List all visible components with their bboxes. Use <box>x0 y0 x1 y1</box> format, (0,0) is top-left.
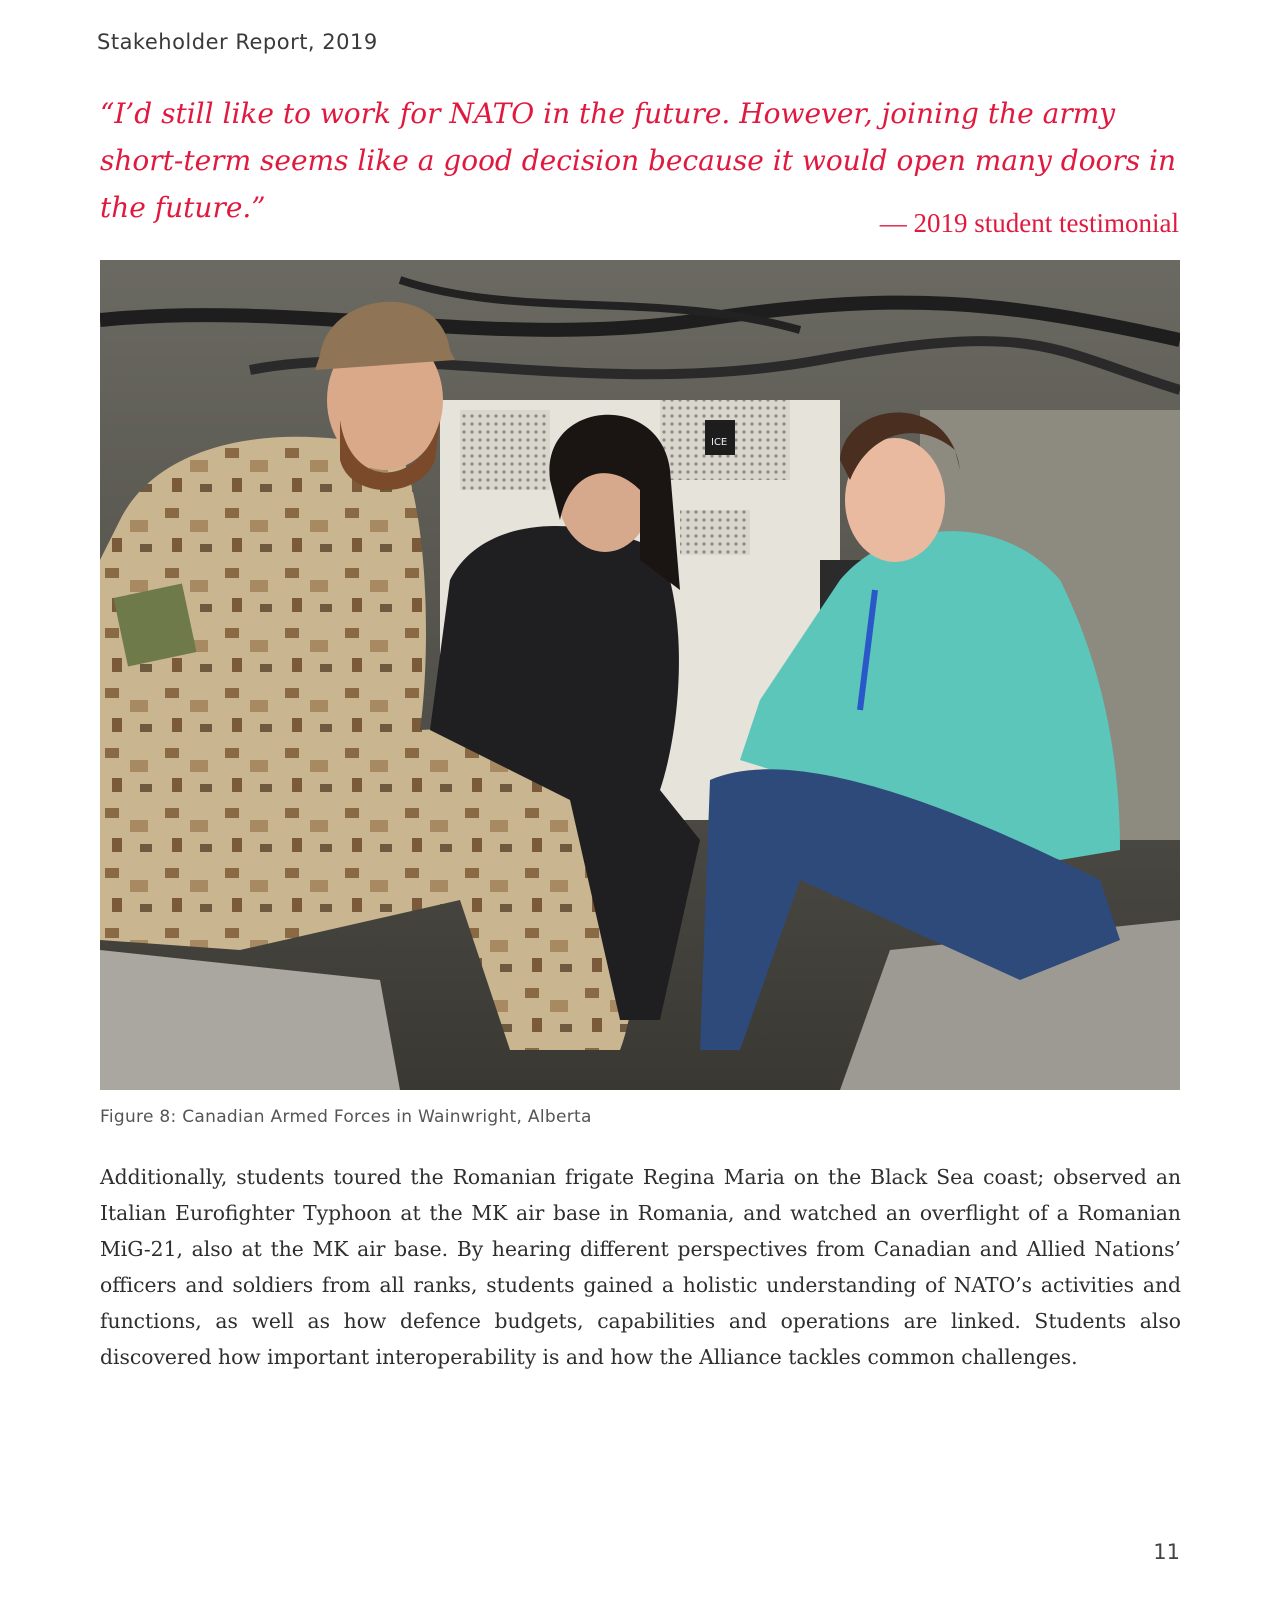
body-paragraph: Additionally, students toured the Romanian frigate Regina Maria on the Black Sea coast; observed an Italian Eurofighter Typhoon at the MK air base in Romania, and watched an overflight of a Romanian MiG-21, also at the MK air base. By hearing different perspectives from Canadian and Allied Nations’ officers and soldiers from all ranks, students gained a holistic understanding of NATO’s activities and functions, as well as how defence budgets, capabilities and operations are linked. Students also discovered how important interoperability is and how the Alliance tackles common challenges. <box>100 1165 1181 1369</box>
figure-photo <box>100 260 1180 1090</box>
page-number: 11 <box>1153 1540 1180 1564</box>
figure-caption: Figure 8: Canadian Armed Forces in Wainwright, Alberta <box>100 1107 592 1127</box>
report-header-title: Stakeholder Report, 2019 <box>97 30 378 54</box>
testimonial-quote: “I’d still like to work for NATO in the future. However, joining the army short-term seems like a good decision because it would open many doors in the future.” <box>100 97 1177 224</box>
testimonial-attribution: — 2019 student testimonial <box>879 208 1179 238</box>
ice-stencil-label: ICE <box>711 437 728 448</box>
